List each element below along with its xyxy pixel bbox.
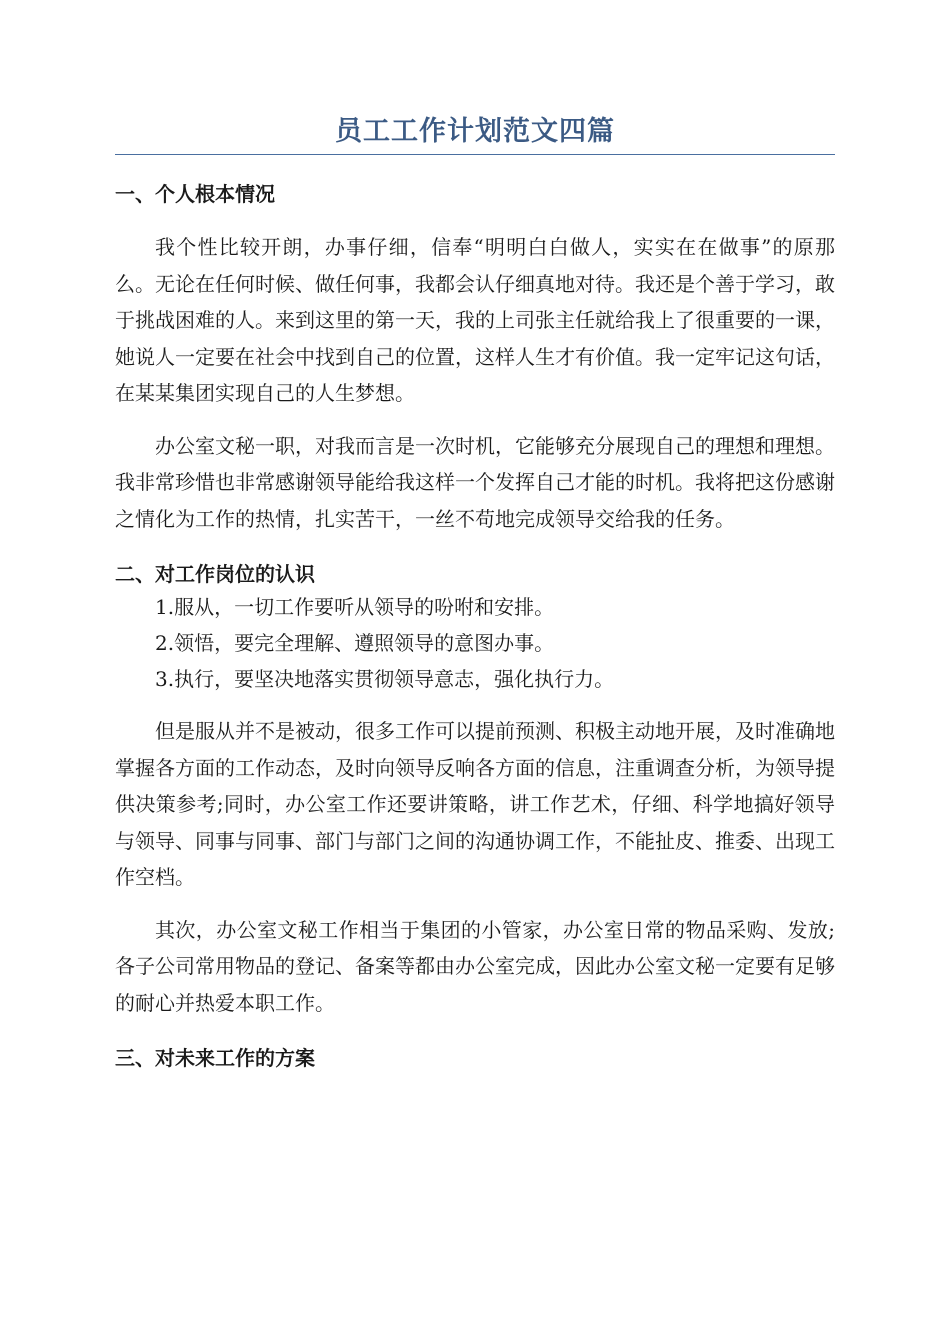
document-page xyxy=(115,112,835,1073)
paragraph: 但是服从并不是被动，很多工作可以提前预测、积极主动地开展，及时准确地掌握各方面的工作动态，及时向领导反响各方面的信息，注重调查分析，为领导提供决策参考;同时，办公室工作还要讲策略，讲工作艺术，仔细、科学地搞好领导与领导、同事与同事、部门与部门之间的沟通协调工作，不能扯皮、推委、出现工作空档。 xyxy=(115,719,835,889)
document-title: 员工工作计划范文四篇 xyxy=(115,112,835,155)
list-item: 2.领悟，要完全理解、遵照领导的意图办事。 xyxy=(155,631,555,655)
paragraph: 我个性比较开朗，办事仔细，信奉“明明白白做人，实实在在做事”的原那么。无论在任何时候、做任何事，我都会认仔细真地对待。我还是个善于学习，敢于挑战困难的人。来到这里的第一天，我的上司张主任就给我上了很重要的一课，她说人一定要在社会中找到自己的位置，这样人生才有价值。我一定牢记这句话，在某某集团实现自己的人生梦想。 xyxy=(115,235,835,405)
section-heading-2: 二、对工作岗位的认识 xyxy=(115,562,315,586)
section-heading-1: 一、个人根本情况 xyxy=(115,182,275,206)
paragraph: 其次，办公室文秘工作相当于集团的小管家，办公室日常的物品采购、发放;各子公司常用物品的登记、备案等都由办公室完成，因此办公室文秘一定要有足够的耐心并热爱本职工作。 xyxy=(115,917,835,1015)
list-item: 3.执行，要坚决地落实贯彻领导意志，强化执行力。 xyxy=(155,667,615,691)
paragraph: 办公室文秘一职，对我而言是一次时机，它能够充分展现自己的理想和理想。我非常珍惜也非常感谢领导能给我这样一个发挥自己才能的时机。我将把这份感谢之情化为工作的热情，扎实苦干，一丝不苟地完成领导交给我的任务。 xyxy=(115,433,835,531)
section-heading-3: 三、对未来工作的方案 xyxy=(115,1046,315,1070)
list-item: 1.服从，一切工作要听从领导的吩咐和安排。 xyxy=(155,595,555,619)
